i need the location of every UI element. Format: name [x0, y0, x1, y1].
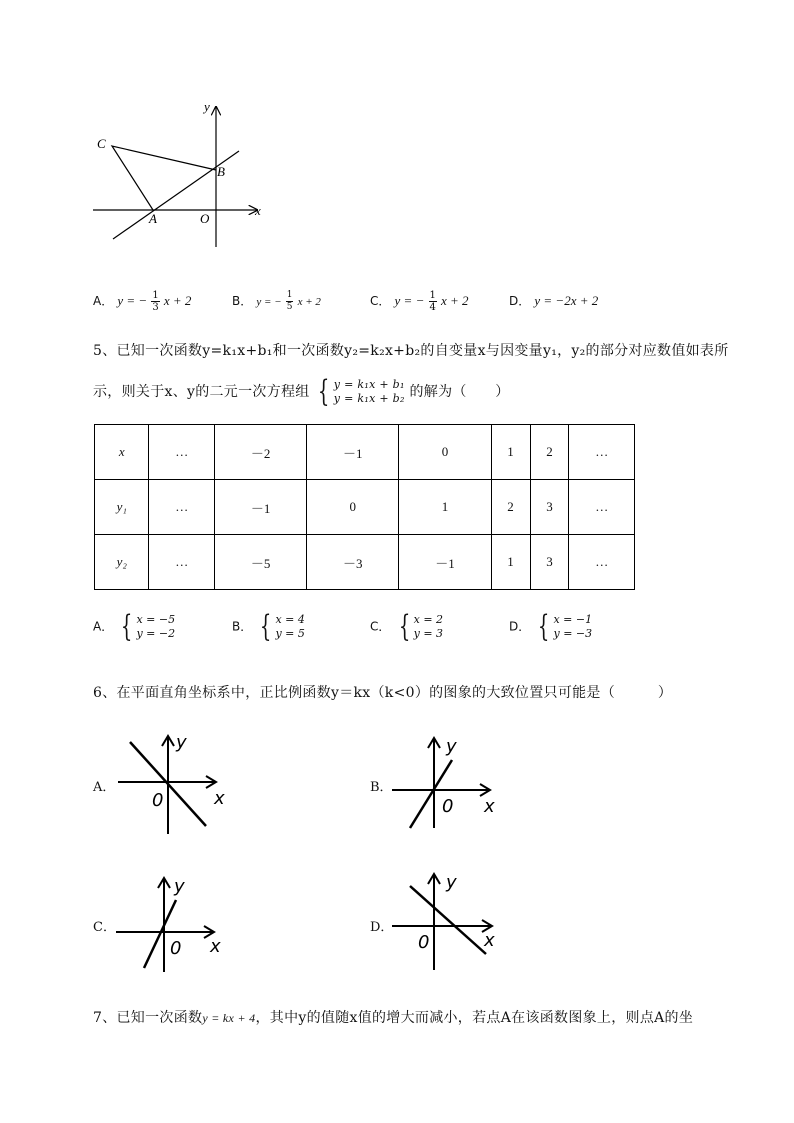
q5-equation-system: { y = k₁x + b₁ y = k₁x + b₂	[318, 374, 405, 409]
q6-option-b-graph[interactable]	[388, 732, 503, 832]
q7-text	[93, 1007, 693, 1027]
q4-option-a[interactable]: A． y = − $\frac{1}{3}$ x + 2	[93, 290, 192, 313]
q5-option-a[interactable]: A． { x = −5 y = −2	[93, 609, 176, 644]
q6-option-c-graph[interactable]	[112, 872, 232, 977]
q5-value-table	[94, 424, 635, 590]
origin-label: 0	[442, 796, 454, 817]
origin-label: 0	[170, 938, 182, 959]
axis-label-x: x	[210, 936, 221, 957]
triangle-figure	[85, 95, 275, 260]
origin-label: 0	[152, 790, 164, 811]
q5-text-line1: 5、已知一次函数y=k₁x+b₁和一次函数y₂=k₂x+b₂的自变量x与因变量y₁，y₂的部分对应数值如表所	[93, 343, 729, 359]
label-o: O	[200, 211, 210, 226]
q7-text-post: ，其中y的值随x值的增大而减小，若点A在该函数图象上，则点A的坐	[255, 1010, 694, 1026]
q5-line2-post: 的解为（ ）	[409, 384, 510, 400]
axis-label-x: x	[484, 930, 495, 951]
q6-option-b-label[interactable]: B．	[370, 780, 393, 795]
q4-option-b[interactable]: B． y = − $\frac{1}{5}$ x + 2	[232, 290, 321, 312]
label-x: x	[255, 203, 261, 218]
label-b: B	[217, 164, 225, 179]
table-row: y₁ … －1 0 1 2 3 …	[95, 480, 635, 535]
axis-label-y: y	[446, 736, 457, 757]
axis-label-y: y	[174, 876, 185, 897]
q5-option-d[interactable]: D． { x = −1 y = −3	[509, 609, 593, 644]
table-row: x … －2 －1 0 1 2 …	[95, 425, 635, 480]
axis-label-x: x	[484, 796, 495, 817]
q4-option-c[interactable]: C． y = − $\frac{1}{4}$ x + 2	[370, 290, 469, 313]
q4-option-d[interactable]: D． y = −2x + 2	[509, 293, 599, 308]
q6-option-a-label[interactable]: A．	[93, 780, 116, 795]
graph-line	[410, 760, 452, 828]
q5-text-line2	[93, 374, 510, 409]
axis-label-y: y	[446, 872, 457, 893]
label-a: A	[149, 211, 157, 226]
q5-option-c[interactable]: C． { x = 2 y = 3	[370, 609, 444, 644]
q7-text-pre: 7、已知一次函数	[93, 1010, 203, 1026]
label-c: C	[97, 136, 106, 151]
axis-label-y: y	[176, 732, 187, 753]
q6-option-d-graph[interactable]	[388, 868, 506, 974]
q5-option-b[interactable]: B． { x = 4 y = 5	[232, 609, 305, 644]
q5-line2-pre: 示，则关于x、y的二元一次方程组	[93, 384, 310, 400]
q6-option-c-label[interactable]: C．	[93, 920, 116, 935]
q6-option-a-graph[interactable]	[112, 730, 237, 840]
table-row: y₂ … －5 －3 －1 1 3 …	[95, 535, 635, 590]
origin-label: 0	[418, 932, 430, 953]
q6-option-d-label[interactable]: D．	[370, 920, 394, 935]
q7-formula: y = kx + 4	[202, 1011, 256, 1025]
axis-label-x: x	[214, 788, 225, 809]
q6-text: 6、在平面直角坐标系中，正比例函数y＝kx（k<0）的图象的大致位置只可能是（ ）	[93, 685, 673, 701]
label-y: y	[204, 99, 210, 114]
